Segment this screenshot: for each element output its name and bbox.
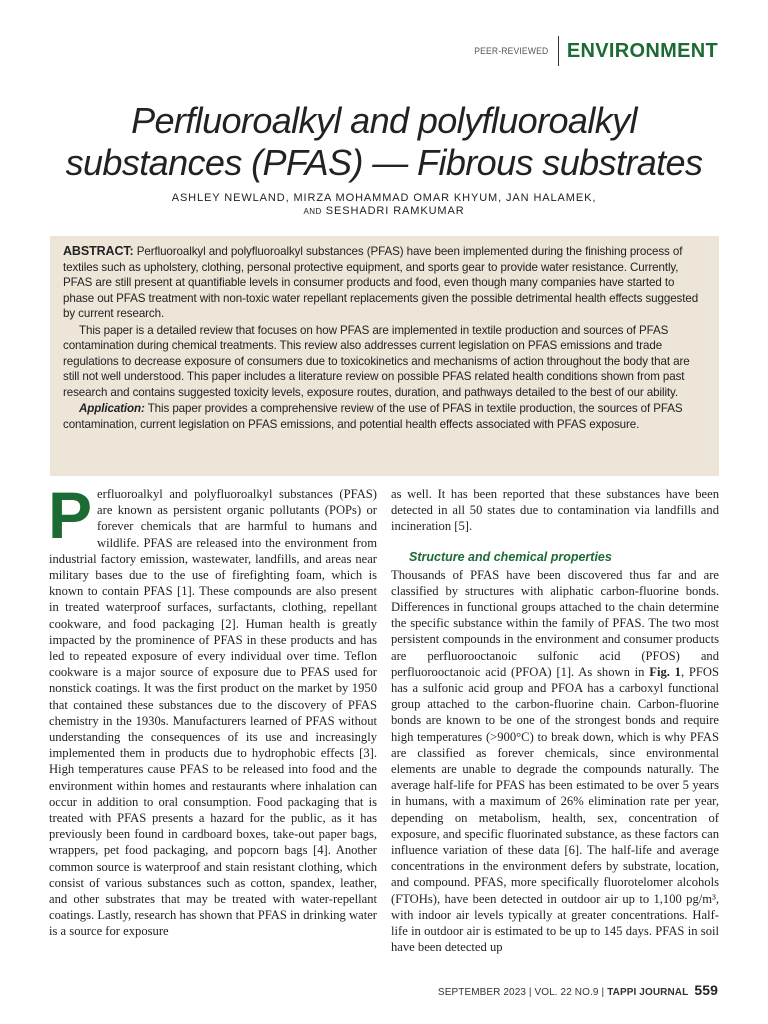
figure-reference: Fig. 1 — [649, 664, 681, 679]
header-divider — [558, 36, 559, 66]
abstract-paragraph-2: This paper is a detailed review that focuses on how PFAS are implemented in textile production and sources of PFAS contamination during chemical treatments. This review also addresses current legislation on PFAS emissions and trade regulations to decrease exposure of consumers due to toxicokinetics and mechanisms of action throughout the body that are still not well understood. This paper includes a literature review on possible PFAS related health conditions shown from past research and contains suggested toxicity levels, exposure routes, duration, and pathways detailed to the best of our ability. — [63, 323, 690, 399]
title-line-1: Perfluoroalkyl and polyfluoroalkyl — [131, 100, 637, 141]
structure-text-a: Thousands of PFAS have been discovered thus far and are classified by structures with aliphatic carbon-fluorine bonds. Differences in functional groups attached to the chain determine the specific substance within the family of PFAS. The two most persistent compounds in the environment and consumer products are perfluorooctanoic sulfonic acid (PFOS) and perfluorooctanoic acid (PFOA) [1]. As shown in — [391, 567, 719, 679]
application-text: This paper provides a comprehensive review of the use of PFAS in textile production, the sources of PFAS contamination, current legislation on PFAS emissions, and potential health effects associated with PFAS exposure. — [63, 402, 683, 431]
article-title — [30, 100, 738, 184]
application-label: Application: — [79, 402, 145, 415]
drop-cap: P — [48, 478, 93, 552]
authors-line-2: SESHADRI RAMKUMAR — [325, 205, 465, 217]
body-column-right — [391, 486, 719, 955]
section-heading: Structure and chemical properties — [409, 549, 612, 564]
footer-separator: | — [601, 987, 605, 998]
peer-reviewed-label: PEER-REVIEWED — [473, 45, 548, 57]
section-label: ENVIRONMENT — [566, 39, 718, 62]
intro-paragraph — [48, 478, 377, 940]
abstract-paragraph-1 — [63, 244, 708, 322]
authors-and: AND — [303, 207, 322, 216]
structure-text-b: , PFOS has a sulfonic acid group and PFOA has a carboxyl functional group attached to the carbon-fluorine chain. Carbon-fluorine bonds are known to be one of the strongest bonds and require high temperatures (>900°C) to break down, which is why PFAS are classified as forever chemicals, since environmental elements are unable to degrade the compounds naturally. The average half-life for PFAS has been estimated to be over 5 years in humans, with a maximum of 26% elimination rate per year, depending on metabolism, health, sex, concentration of exposure, and specific fluorinated substance, as these factors can influence variation of these data [6]. The half-life and average concentrations in the environment defers by substrate, location, and compound. PFAS, more specifically fluorotelomer alcohols (FTOHs), have been detected in outdoor air up to 1,100 pg/m³, with indoor air levels typically at greater concentrations. Half-life in outdoor air is estimated to be up to 145 days. PFAS in soil have been detected up — [391, 664, 719, 955]
page-header — [466, 36, 718, 66]
structure-paragraph — [391, 567, 719, 956]
page-number: 559 — [694, 982, 718, 998]
title-line-2: substances (PFAS) — Fibrous substrates — [65, 142, 703, 183]
abstract-label: ABSTRACT: — [63, 244, 134, 258]
continued-paragraph: as well. It has been reported that these substances have been detected in all 50 states due to contamination via landfills and incineration [5]. — [391, 487, 719, 534]
issue-info: SEPTEMBER 2023 | VOL. 22 NO.9 — [437, 987, 599, 998]
author-list — [60, 192, 708, 218]
abstract-box — [50, 236, 719, 476]
page-footer — [438, 982, 718, 998]
body-column-left — [48, 478, 377, 940]
intro-text: erfluoroalkyl and polyfluoroalkyl substances (PFAS) are known as persistent organic pollutants (POPs) or forever chemicals that are harmful to humans and wildlife. PFAS are released into the environment from industrial factory emission, wastewater, landfills, and areas near military bases due to the use of firefighting foam, which is known to contain PFAS [1]. These compounds are also present in treated waterproof surfaces, surfactants, clothing, repellant cookware, and food packaging [2]. Human health is greatly impacted by the prominence of PFAS in these products and has led to repeated exposure of every individual over time. Teflon cookware is a major source of exposure due to PFAS used for nonstick coatings. It was the first product on the market by 1950 that contained these substances due to the discovery of PFAS chemistry in the 1930s. Manufacturers learned of PFAS without understanding the consequences of its use and increasingly implemented them in products due to hydrophobic effects [3]. High temperatures cause PFAS to be released into food and the environment within homes and restaurants where inhalation can occur in addition to oral consumption. Food packaging that is treated with PFAS presents a hazard for the public, as it has previously been found in cardboard boxes, take-out paper bags, wrappers, pet food packaging, and popcorn bags [4]. Another common source is waterproof and stain resistant clothing, which consist of various substances such as cotton, spandex, leather, and other substrates that may be treated with water-repellant coatings. Lastly, research has shown that PFAS in drinking water is a source for exposure — [49, 487, 377, 939]
abstract-text-1: Perfluoroalkyl and polyfluoroalkyl substances (PFAS) have been implemented during the finishing process of textiles such as upholstery, clothing, personal protective equipment, and sports gear to provide water resistance. Currently, PFAS are still present at quantifiable levels in consumer products and food, even though many companies have started to phase out PFAS treatment with non-toxic water repellant replacements given the possible detrimental health effects suggested by current research. — [63, 245, 699, 320]
journal-name: TAPPI JOURNAL — [607, 987, 689, 998]
authors-line-1: ASHLEY NEWLAND, MIRZA MOHAMMAD OMAR KHYUM, JAN HALAMEK, — [171, 192, 597, 204]
abstract-application — [63, 401, 708, 432]
